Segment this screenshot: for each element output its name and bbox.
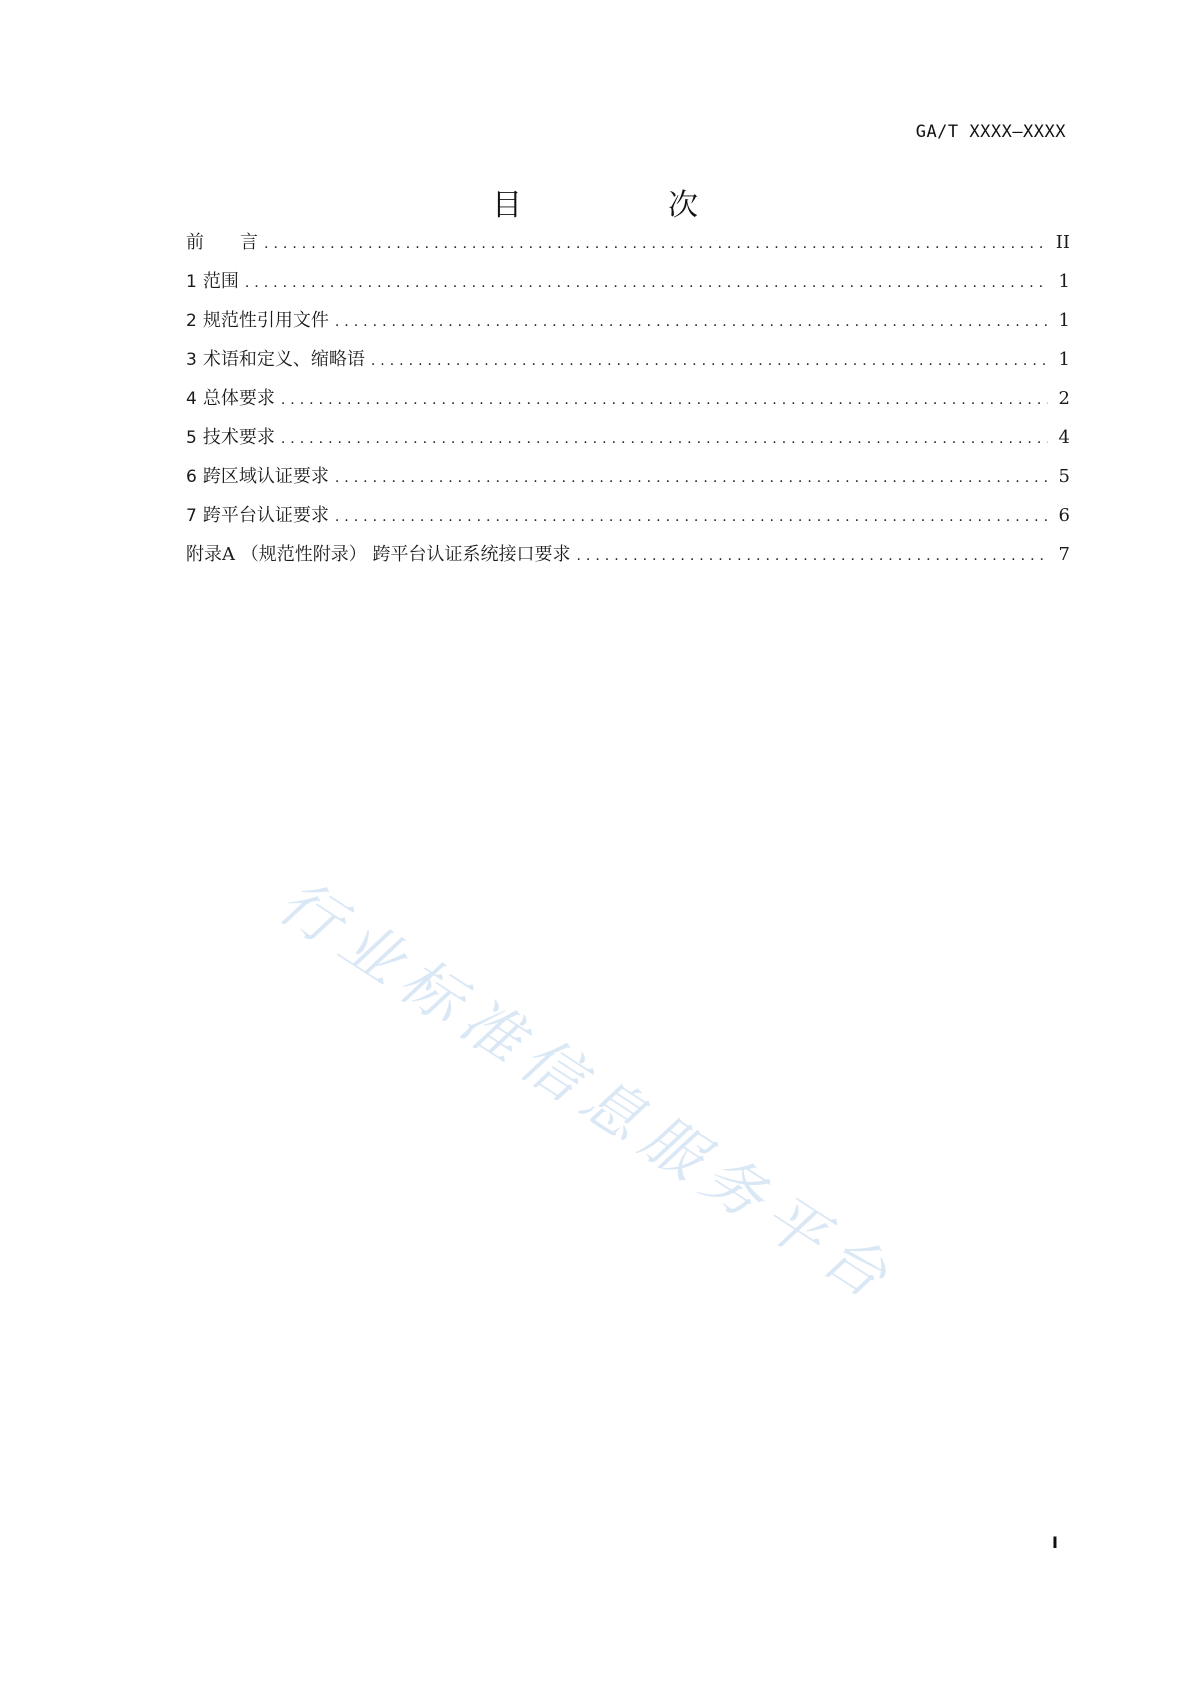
toc-entry-label: 4 总体要求 — [186, 388, 275, 409]
toc-dot-leader — [371, 353, 1048, 369]
watermark: 行业标准信息服务平台 — [266, 866, 909, 1318]
toc-entry-normative-references[interactable] — [186, 306, 1070, 345]
toc-entry-appendix-a[interactable] — [186, 540, 1070, 579]
toc-dot-leader — [281, 431, 1048, 447]
toc-entry-page: 7 — [1058, 544, 1070, 565]
toc-entry-number: 5 — [186, 428, 197, 448]
toc-entry-general-requirements[interactable] — [186, 384, 1070, 423]
toc-entry-label: 2 规范性引用文件 — [186, 310, 329, 331]
page-title: 目 次 — [492, 188, 756, 223]
toc-entry-cross-platform-auth[interactable] — [186, 501, 1070, 540]
standard-code: GA/T XXXX—XXXX — [915, 122, 1066, 142]
toc-entry-page: 1 — [1058, 349, 1070, 370]
toc-entry-number: 1 — [186, 272, 197, 292]
toc-entry-page: 4 — [1058, 427, 1070, 448]
toc-entry-page: 1 — [1058, 271, 1070, 292]
toc-entry-number: 4 — [186, 389, 197, 409]
toc-entry-label: 前 言 — [186, 232, 258, 253]
toc-dot-leader — [264, 236, 1048, 252]
toc-entry-number: 7 — [186, 506, 197, 526]
toc-dot-leader — [245, 275, 1048, 291]
toc-entry-label: 5 技术要求 — [186, 427, 275, 448]
toc-entry-page: 5 — [1058, 466, 1070, 487]
table-of-contents — [186, 228, 1070, 579]
toc-entry-terms-definitions[interactable] — [186, 345, 1070, 384]
toc-entry-page: 2 — [1058, 388, 1070, 409]
toc-entry-page: II — [1055, 232, 1070, 253]
toc-entry-number: 6 — [186, 467, 197, 487]
toc-dot-leader — [335, 470, 1048, 486]
toc-entry-cross-region-auth[interactable] — [186, 462, 1070, 501]
toc-entry-technical-requirements[interactable] — [186, 423, 1070, 462]
toc-entry-number: 3 — [186, 350, 197, 370]
toc-entry-page: 1 — [1058, 310, 1070, 331]
toc-entry-label: 附录A （规范性附录） 跨平台认证系统接口要求 — [186, 544, 571, 565]
toc-entry-page: 6 — [1058, 505, 1070, 526]
toc-entry-label: 7 跨平台认证要求 — [186, 505, 329, 526]
toc-entry-scope[interactable] — [186, 267, 1070, 306]
toc-entry-label: 6 跨区域认证要求 — [186, 466, 329, 487]
page-number: I — [1052, 1533, 1058, 1552]
toc-entry-foreword[interactable] — [186, 228, 1070, 267]
toc-dot-leader — [335, 509, 1048, 525]
toc-entry-number: 2 — [186, 311, 197, 331]
toc-dot-leader — [281, 392, 1048, 408]
toc-entry-label: 3 术语和定义、缩略语 — [186, 349, 365, 370]
toc-dot-leader — [576, 548, 1048, 564]
toc-dot-leader — [335, 314, 1048, 330]
toc-entry-label: 1 范围 — [186, 271, 239, 292]
